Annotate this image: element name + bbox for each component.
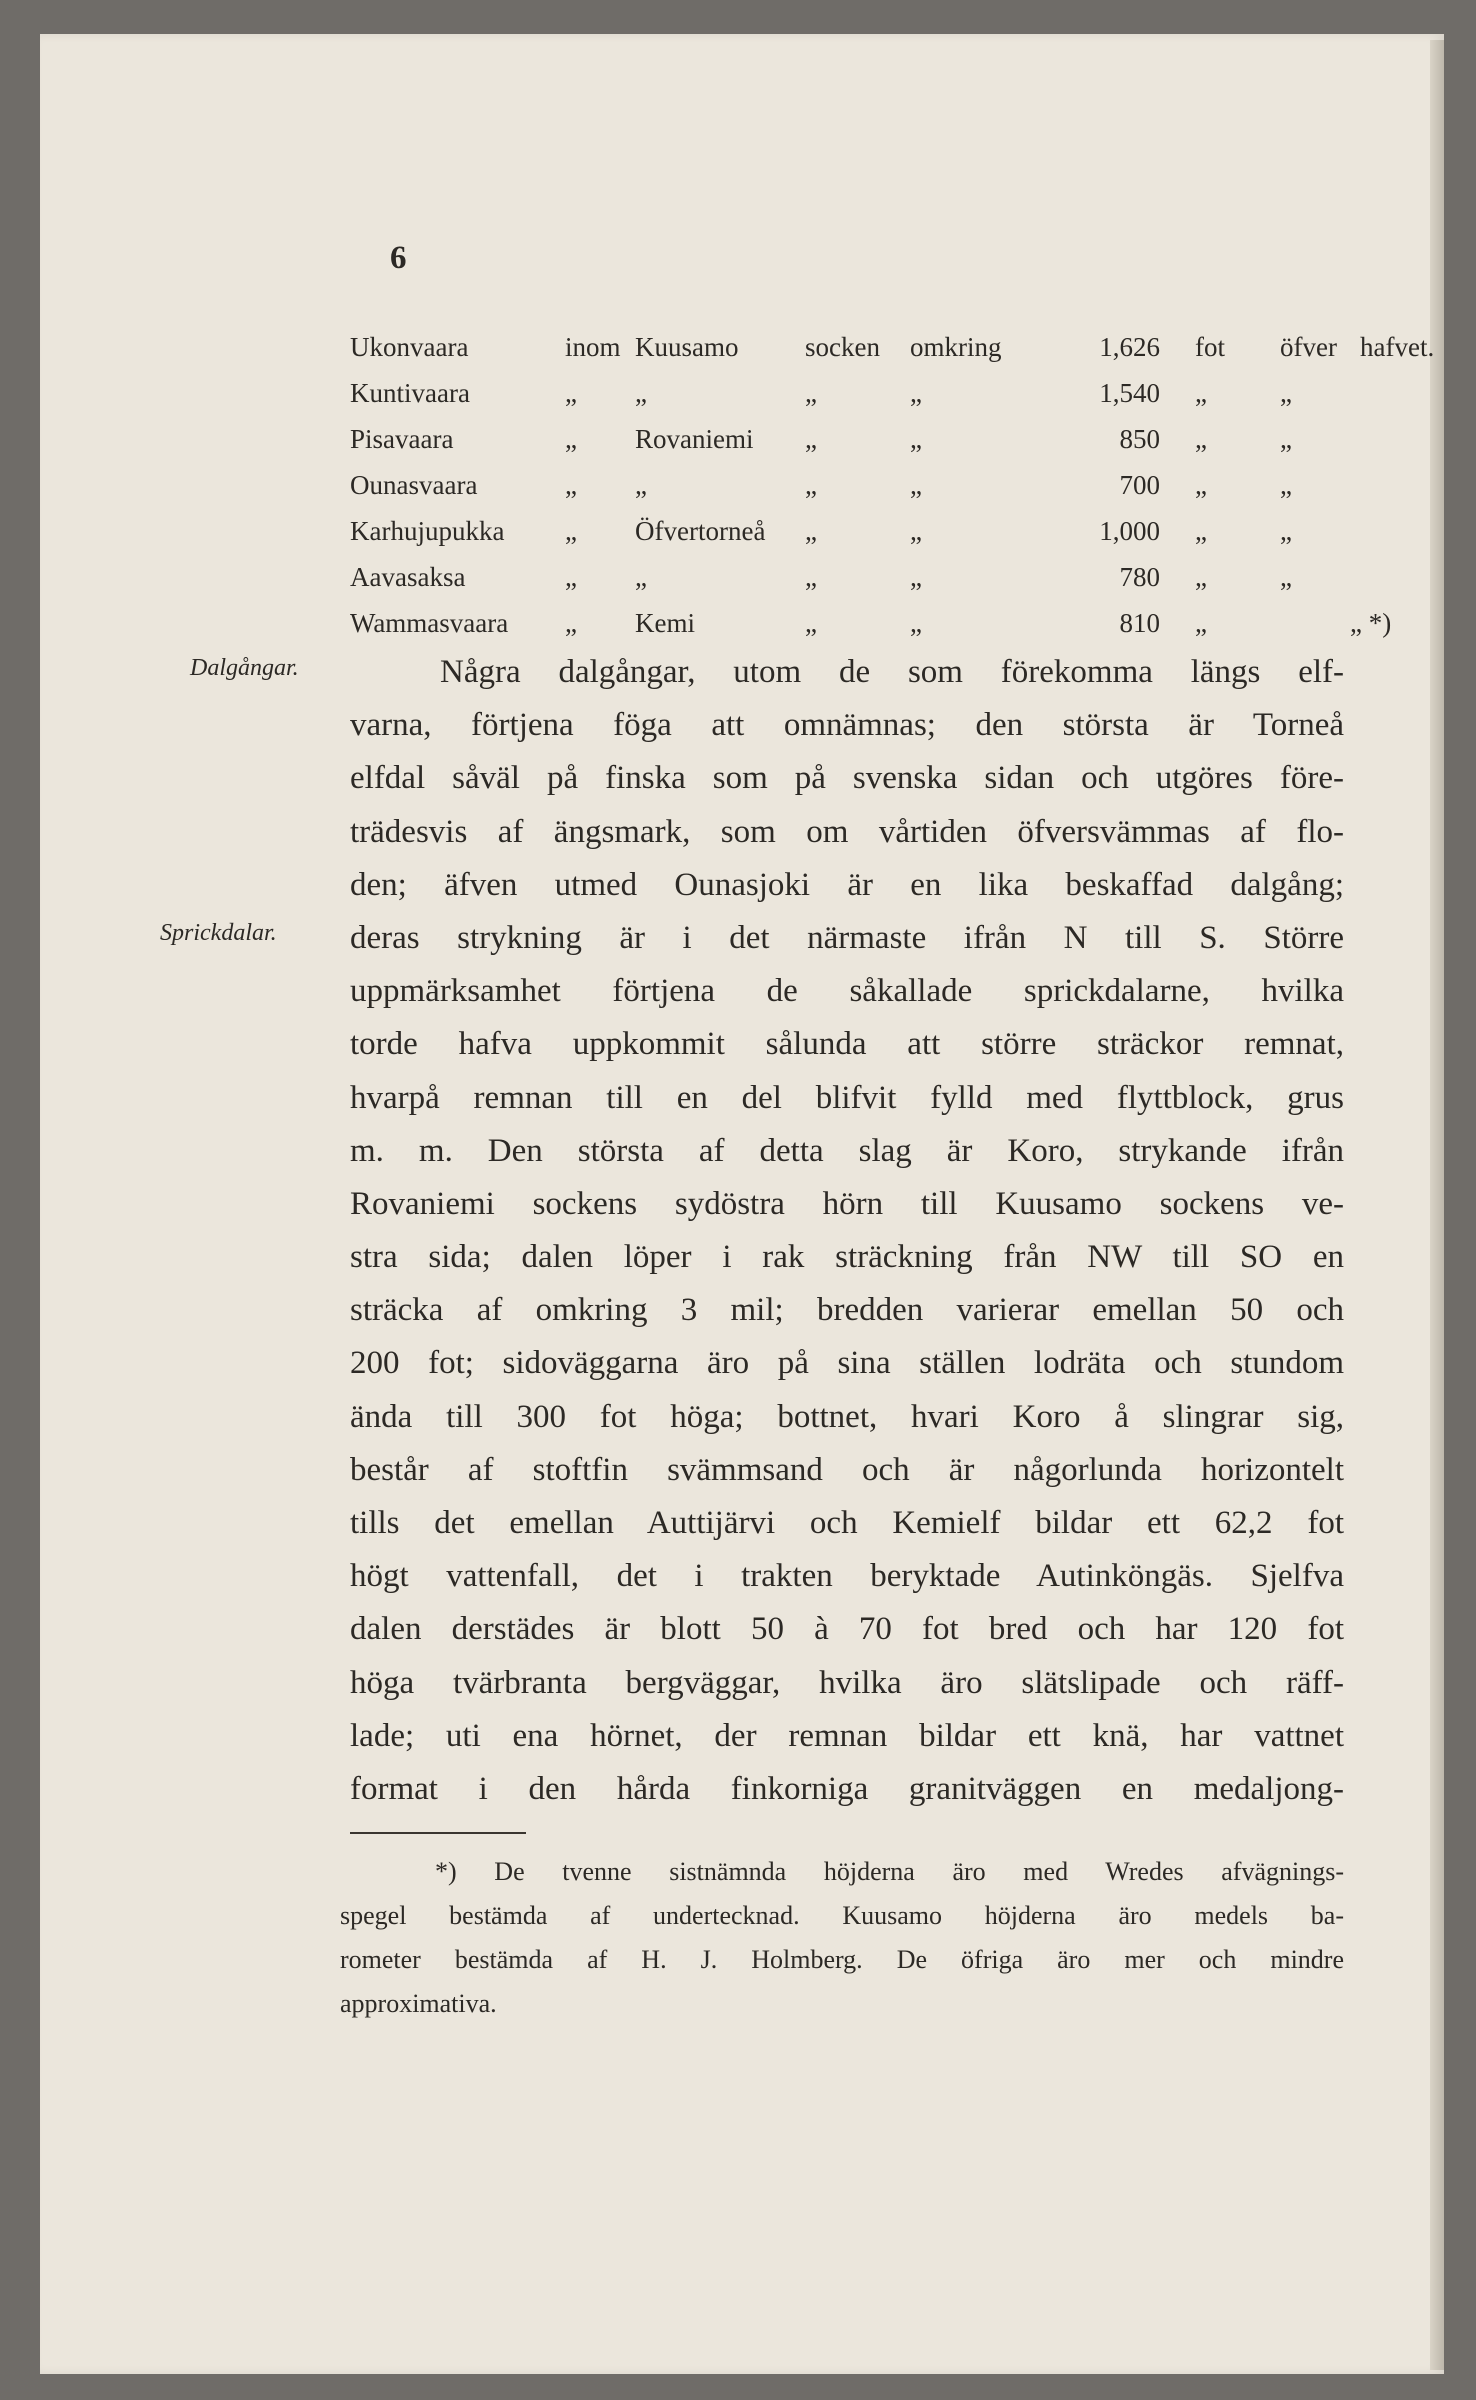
altitude-cell-omk: „ (910, 470, 922, 500)
altitude-cell-fot: „ (1195, 562, 1207, 592)
altitude-cell-value: 700 (1119, 470, 1160, 500)
text-line: Rovaniemi sockens sydöstra hörn till Kuusamo sockens ve- (350, 1185, 1344, 1222)
altitude-cell-prep: „ (565, 424, 577, 454)
text-line: torde hafva uppkommit sålunda att större sträckor remnat, (350, 1026, 1344, 1063)
text-line: trädesvis af ängsmark, som om vårtiden öfversvämmas af flo- (350, 813, 1344, 850)
altitude-cell-ofver: „ (1280, 516, 1292, 546)
altitude-row (350, 516, 1350, 562)
altitude-row (350, 562, 1350, 608)
altitude-cell-fot: „ (1195, 516, 1207, 546)
altitude-cell-prep: „ (565, 562, 577, 592)
altitude-cell-parish: Rovaniemi (635, 424, 754, 454)
altitude-cell-fot: „ (1195, 378, 1207, 408)
altitude-row (350, 378, 1350, 424)
altitude-cell-parish: „ (635, 378, 647, 408)
altitude-cell-ofver: „ (1280, 378, 1292, 408)
altitude-cell-name: Ounasvaara (350, 470, 478, 500)
body-text (350, 646, 1344, 1816)
altitude-cell-parish: Kemi (635, 608, 695, 638)
altitude-cell-sock: „ (805, 608, 817, 638)
footnote-rule (350, 1832, 526, 1834)
altitude-cell-value: 850 (1119, 424, 1160, 454)
altitude-cell-parish: „ (635, 470, 647, 500)
text-line: Några dalgångar, utom de som förekomma längs elf- (440, 654, 1344, 690)
text-line: tills det emellan Auttijärvi och Kemielf bildar ett 62,2 fot (350, 1505, 1344, 1541)
text-line: elfdal såväl på finska som på svenska sidan och utgöres före- (350, 760, 1344, 797)
text-line: format i den hårda finkorniga granitväggen en medaljong- (350, 1770, 1344, 1807)
footnote-line: *) De tvenne sistnämnda höjderna äro med Wredes afvägnings- (435, 1857, 1344, 1886)
text-line: höga tvärbranta bergväggar, hvilka äro slätslipade och räff- (350, 1664, 1344, 1701)
text-line: ända till 300 fot höga; bottnet, hvari Koro å slingrar sig, (350, 1398, 1344, 1435)
altitude-table (350, 332, 1435, 654)
altitude-cell-value: 810 (1119, 608, 1160, 638)
altitude-row (350, 470, 1350, 516)
altitude-cell-value: 1,000 (1099, 516, 1160, 546)
altitude-cell-parish: „ (635, 562, 647, 592)
altitude-cell-sock: „ (805, 516, 817, 546)
altitude-cell-ofver: „ (1280, 470, 1292, 500)
text-line: m. m. Den största af detta slag är Koro, strykande ifrån (350, 1132, 1344, 1169)
altitude-cell-haf: hafvet. (1360, 332, 1435, 362)
altitude-cell-fot: „ (1195, 424, 1207, 454)
altitude-cell-ofver: „ (1280, 424, 1292, 454)
altitude-cell-omk: „ (910, 562, 922, 592)
margin-note-dalgangar: Dalgångar. (190, 655, 299, 681)
altitude-cell-name: Karhujupukka (350, 516, 505, 546)
text-line: varna, förtjena föga att omnämnas; den största är Torneå (350, 707, 1344, 744)
altitude-cell-prep: inom (565, 332, 621, 362)
altitude-cell-name: Kuntivaara (350, 378, 470, 408)
altitude-cell-omk: „ (910, 608, 922, 638)
text-line: sträcka af omkring 3 mil; bredden varierar emellan 50 och (350, 1292, 1344, 1329)
altitude-cell-sock: „ (805, 424, 817, 454)
text-line: den; äfven utmed Ounasjoki är en lika beskaffad dalgång; (350, 866, 1344, 903)
footnote-line: rometer bestämda af H. J. Holmberg. De öfriga äro mer och mindre (340, 1945, 1344, 1974)
altitude-cell-name: Wammasvaara (350, 608, 509, 638)
altitude-cell-ofver: öfver (1280, 332, 1337, 362)
altitude-cell-sock: „ (805, 562, 817, 592)
text-line: hvarpå remnan till en del blifvit fylld med flyttblock, grus (350, 1079, 1344, 1116)
altitude-cell-parish: Kuusamo (635, 332, 739, 362)
footnote-line: spegel bestämda af undertecknad. Kuusamo höjderna äro medels ba- (340, 1901, 1344, 1930)
altitude-cell-value: 780 (1119, 562, 1160, 592)
text-line: högt vattenfall, det i trakten beryktade Autinköngäs. Sjelfva (350, 1558, 1344, 1595)
altitude-cell-omk: „ (910, 378, 922, 408)
altitude-cell-name: Ukonvaara (350, 332, 469, 362)
altitude-cell-value: 1,540 (1099, 378, 1160, 408)
footnote-line: approximativa. (340, 1989, 497, 2018)
text-line: dalen derstädes är blott 50 à 70 fot bred och har 120 fot (350, 1611, 1344, 1648)
altitude-cell-value: 1,626 (1099, 332, 1160, 362)
altitude-cell-omk: „ (910, 424, 922, 454)
text-line: deras strykning är i det närmaste ifrån N till S. Större (350, 919, 1344, 956)
footnote (340, 1850, 1344, 2026)
text-line: stra sida; dalen löper i rak sträckning från NW till SO en (350, 1239, 1344, 1276)
text-line: består af stoftfin svämmsand och är någorlunda horizontelt (350, 1451, 1344, 1488)
altitude-cell-fot: „ (1195, 608, 1207, 638)
altitude-cell-sock: socken (805, 332, 880, 362)
page-edge (1430, 40, 1444, 2370)
altitude-cell-ofver: „ (1280, 562, 1292, 592)
altitude-cell-omk: „ (910, 516, 922, 546)
margin-note-sprickdalar: Sprickdalar. (160, 920, 277, 946)
altitude-cell-omk: omkring (910, 332, 1002, 362)
altitude-cell-prep: „ (565, 470, 577, 500)
altitude-cell-name: Aavasaksa (350, 562, 466, 592)
text-line: lade; uti ena hörnet, der remnan bildar ett knä, har vattnet (350, 1717, 1344, 1754)
altitude-cell-prep: „ (565, 516, 577, 546)
altitude-row (350, 424, 1350, 470)
text-line: uppmärksamhet förtjena de såkallade sprickdalarne, hvilka (350, 973, 1344, 1010)
altitude-cell-name: Pisavaara (350, 424, 454, 454)
altitude-cell-sock: „ (805, 378, 817, 408)
altitude-cell-fot: „ (1195, 470, 1207, 500)
text-line: 200 fot; sidoväggarna äro på sina ställen lodräta och stundom (350, 1345, 1344, 1382)
page-number: 6 (390, 240, 407, 276)
altitude-row (350, 332, 1435, 378)
altitude-cell-parish: Öfvertorneå (635, 516, 766, 546)
altitude-cell-fot: fot (1195, 332, 1225, 362)
altitude-cell-sock: „ (805, 470, 817, 500)
altitude-cell-note: „ *) (1350, 608, 1392, 638)
altitude-cell-prep: „ (565, 608, 577, 638)
altitude-cell-prep: „ (565, 378, 577, 408)
